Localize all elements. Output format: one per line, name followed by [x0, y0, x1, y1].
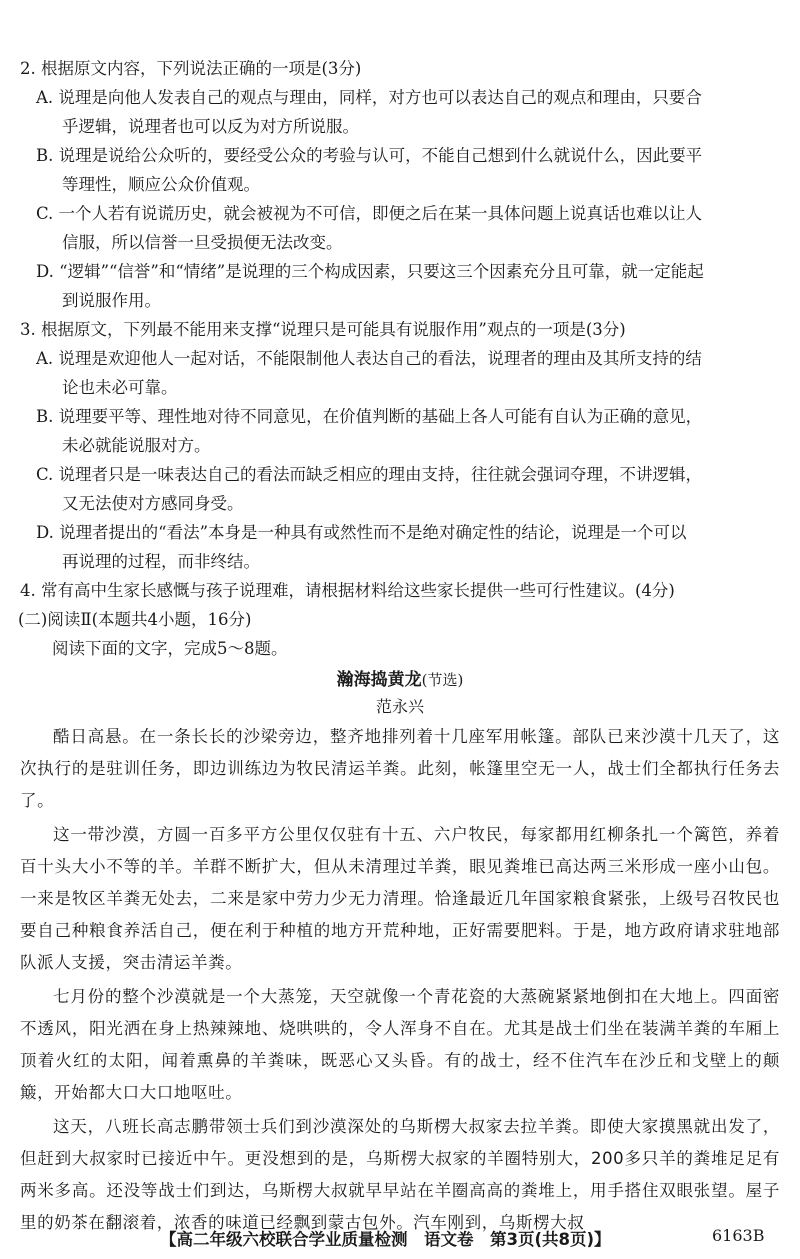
- question-3-option-a: [36, 344, 788, 402]
- article-paragraph-1: 酷日高悬。在一条长长的沙梁旁边，整齐地排列着十几座军用帐篷。部队已来沙漠十几天了，这次执行的是驻训任务，即边训练边为牧民清运羊粪。此刻，帐篷里空无一人，战士们全都执行任务去了。: [20, 727, 780, 810]
- article-author: 范永兴: [375, 697, 424, 716]
- question-2-option-d: [36, 257, 788, 315]
- article-title: [0, 665, 800, 690]
- question-3-option-d: [36, 518, 788, 576]
- option-line: 论也未必可靠。: [62, 378, 178, 397]
- question-2-option-c: [36, 199, 788, 257]
- option-line: 乎逻辑，说理者也可以反为对方所说服。: [62, 117, 359, 136]
- article-title-text: 瀚海捣黄龙: [336, 670, 422, 690]
- question-3-option-c: [36, 460, 788, 518]
- section-heading: (二)阅读Ⅱ(本题共4小题，16分): [18, 610, 252, 629]
- article-title-note: (节选): [421, 671, 464, 689]
- question-2-option-a: [36, 83, 788, 141]
- option-line: D. 说理者提出的“看法”本身是一种具有或然性而不是绝对确定性的结论，说理是一个可以: [36, 523, 687, 542]
- page-footer: 【高二年级六校联合学业质量检测 语文卷 第3页(共8页)】: [160, 1230, 611, 1249]
- option-line: 等理性，顺应公众价值观。: [62, 175, 260, 194]
- question-2-stem: 2. 根据原文内容，下列说法正确的一项是(3分): [20, 59, 362, 78]
- section-instruction: 阅读下面的文字，完成5～8题。: [52, 639, 288, 658]
- question-4-stem: 4. 常有高中生家长感慨与孩子说理难，请根据材料给这些家长提供一些可行性建议。(4分): [20, 581, 675, 600]
- option-line: 再说理的过程，而非终结。: [62, 552, 260, 571]
- article-paragraph-2: 这一带沙漠，方圆一百多平方公里仅仅驻有十五、六户牧民，每家都用红柳条扎一个篱笆，养着百十头大小不等的羊。羊群不断扩大，但从未清理过羊粪，眼见粪堆已高达两三米形成一座小山包。一来是牧区羊粪无处去，二来是家中劳力少无力清理。恰逢最近几年国家粮食紧张，上级号召牧民也要自己种粮食养活自己，便在利于种植的地方开荒种地，正好需要肥料。于是，地方政府请求驻地部队派人支援，突击清运羊粪。: [20, 825, 780, 972]
- option-line: A. 说理是向他人发表自己的观点与理由，同样，对方也可以表达自己的观点和理由，只要合: [36, 88, 702, 107]
- paper-code: 6163B: [712, 1226, 765, 1245]
- article-paragraph-3: 七月份的整个沙漠就是一个大蒸笼，天空就像一个青花瓷的大蒸碗紧紧地倒扣在大地上。四面密不透风，阳光洒在身上热辣辣地、烧哄哄的，令人浑身不自在。尤其是战士们坐在装满羊粪的车厢上顶着火红的太阳，闻着熏鼻的羊粪味，既恶心又头昏。有的战士，经不住汽车在沙丘和戈壁上的颠簸，开始都大口大口地呕吐。: [20, 987, 780, 1102]
- option-line: B. 说理是说给公众听的，要经受公众的考验与认可，不能自己想到什么就说什么，因此要平: [36, 146, 703, 165]
- question-3-option-b: [36, 402, 788, 460]
- option-line: 信服，所以信誉一旦受损便无法改变。: [62, 233, 343, 252]
- option-line: 到说服作用。: [62, 291, 161, 310]
- option-line: D. “逻辑”“信誉”和“情绪”是说理的三个构成因素，只要这三个因素充分且可靠，就一定能起: [36, 262, 704, 281]
- option-line: A. 说理是欢迎他人一起对话，不能限制他人表达自己的看法，说理者的理由及其所支持的结: [36, 349, 702, 368]
- option-line: B. 说理要平等、理性地对待不同意见，在价值判断的基础上各人可能有自认为正确的意见，: [36, 407, 703, 426]
- option-line: C. 一个人若有说谎历史，就会被视为不可信，即便之后在某一具体问题上说真话也难以让人: [36, 204, 703, 223]
- option-line: 又无法使对方感同身受。: [62, 494, 244, 513]
- option-line: C. 说理者只是一味表达自己的看法而缺乏相应的理由支持，往往就会强词夺理，不讲逻辑，: [36, 465, 703, 484]
- option-line: 未必就能说服对方。: [62, 436, 211, 455]
- question-2-option-b: [36, 141, 788, 199]
- question-3-stem: 3. 根据原文，下列最不能用来支撑“说理只是可能具有说服作用”观点的一项是(3分): [20, 320, 626, 339]
- article-paragraph-4: 这天，八班长高志鹏带领士兵们到沙漠深处的乌斯楞大叔家去拉羊粪。即使大家摸黑就出发了，但赶到大叔家时已接近中午。更没想到的是，乌斯楞大叔家的羊圈特别大，200多只羊的粪堆足足有两米多高。还没等战士们到达，乌斯楞大叔就早早站在羊圈高高的粪堆上，用手搭住双眼张望。屋子里的奶茶在翻滚着，浓香的味道已经飘到蒙古包外。汽车刚到，乌斯楞大叔: [20, 1117, 780, 1232]
